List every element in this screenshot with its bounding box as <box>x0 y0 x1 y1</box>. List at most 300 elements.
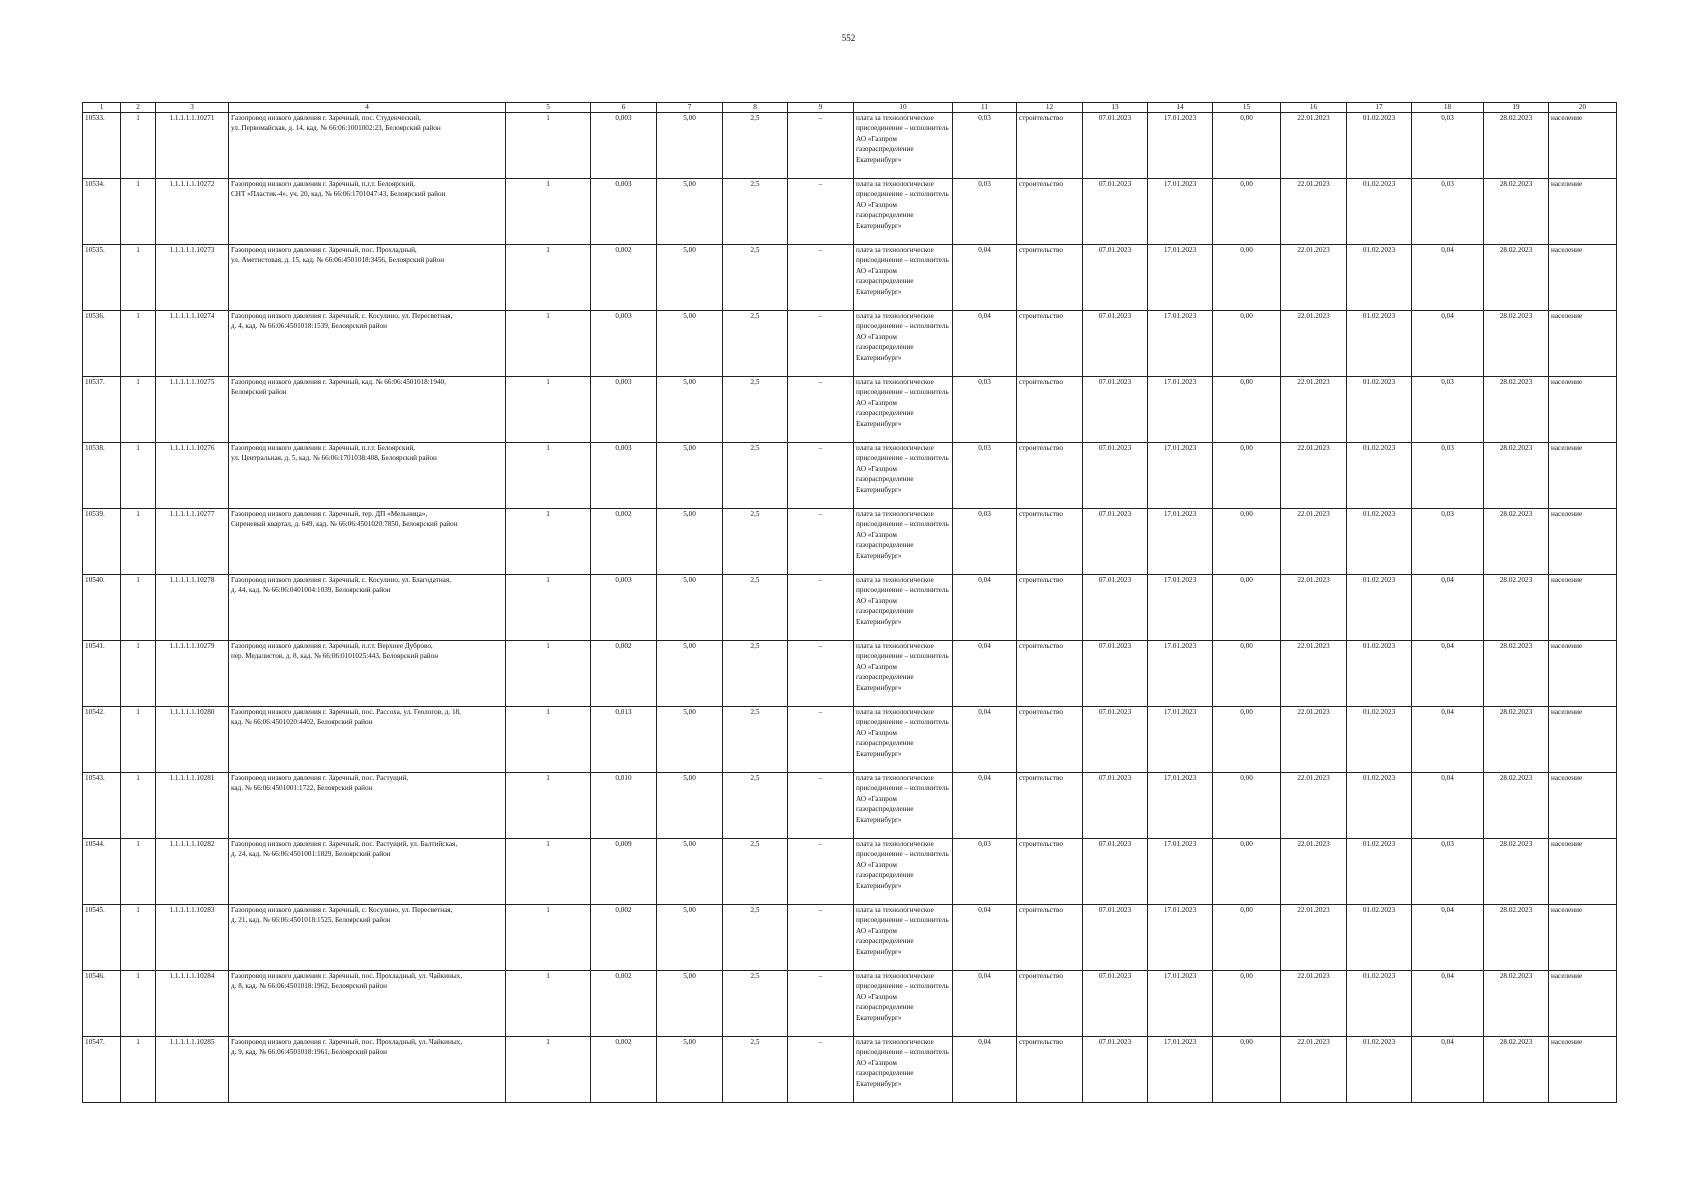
cell-col-8: 2,5 <box>723 179 788 245</box>
cell-col-8: 2,5 <box>723 509 788 575</box>
cell-date-17: 01.02.2023 <box>1347 839 1412 905</box>
cell-project-description: Газопровод низкого давления г. Заречный, п.г.т. Верхнее Дуброво, пер. Медалистов, д. 8, кад. № 66:06:0101025:443, Белоярский район <box>229 641 506 707</box>
cell-col-7: 5,00 <box>657 1037 723 1103</box>
cell-work-type: строительство <box>1017 575 1083 641</box>
cell-project-code: 1.1.1.1.1.10277 <box>156 509 229 575</box>
cell-project-code: 1.1.1.1.1.10278 <box>156 575 229 641</box>
cell-col-9: – <box>788 971 854 1037</box>
cell-work-type: строительство <box>1017 839 1083 905</box>
table-row <box>83 641 1617 707</box>
table-row <box>83 707 1617 773</box>
cell-col-2: 1 <box>121 773 156 839</box>
cell-col-15: 0,00 <box>1213 575 1281 641</box>
cell-project-code: 1.1.1.1.1.10280 <box>156 707 229 773</box>
cell-funding-source: плата за технологическое присоединение – исполнитель АО «Газпром газораспределение Екатеринбург» <box>854 113 953 179</box>
cell-date-16: 22.01.2023 <box>1281 905 1347 971</box>
cell-date-16: 22.01.2023 <box>1281 641 1347 707</box>
cell-col-15: 0,00 <box>1213 443 1281 509</box>
cell-funding-source: плата за технологическое присоединение – исполнитель АО «Газпром газораспределение Екатеринбург» <box>854 245 953 311</box>
cell-consumer-group: население <box>1549 773 1617 839</box>
cell-start-date: 07.01.2023 <box>1083 245 1148 311</box>
cell-col-6: 0,002 <box>591 245 657 311</box>
cell-col-5: 1 <box>506 707 591 773</box>
column-header: 12 <box>1017 103 1083 113</box>
cell-work-type: строительство <box>1017 179 1083 245</box>
cell-funding-source: плата за технологическое присоединение – исполнитель АО «Газпром газораспределение Екатеринбург» <box>854 377 953 443</box>
cell-funding-source: плата за технологическое присоединение – исполнитель АО «Газпром газораспределение Екатеринбург» <box>854 1037 953 1103</box>
cell-end-date: 17.01.2023 <box>1148 971 1213 1037</box>
cell-date-17: 01.02.2023 <box>1347 575 1412 641</box>
cell-work-type: строительство <box>1017 377 1083 443</box>
column-header: 3 <box>156 103 229 113</box>
cell-start-date: 07.01.2023 <box>1083 971 1148 1037</box>
cell-date-19: 28.02.2023 <box>1484 839 1549 905</box>
cell-col-5: 1 <box>506 641 591 707</box>
cell-col-11: 0,04 <box>953 905 1017 971</box>
cell-col-6: 0,003 <box>591 443 657 509</box>
cell-project-description: Газопровод низкого давления г. Заречный, пос. Растущий, ул. Балтийская, д. 24, кад. № 66:06:4501001:1829, Белоярский район <box>229 839 506 905</box>
cell-consumer-group: население <box>1549 509 1617 575</box>
table-row <box>83 773 1617 839</box>
cell-col-9: – <box>788 443 854 509</box>
column-header: 2 <box>121 103 156 113</box>
cell-col-9: – <box>788 1037 854 1103</box>
cell-col-15: 0,00 <box>1213 377 1281 443</box>
cell-col-18: 0,04 <box>1412 707 1484 773</box>
cell-col-11: 0,04 <box>953 245 1017 311</box>
cell-col-7: 5,00 <box>657 245 723 311</box>
cell-date-16: 22.01.2023 <box>1281 773 1347 839</box>
cell-col-5: 1 <box>506 245 591 311</box>
cell-col-15: 0,00 <box>1213 113 1281 179</box>
cell-col-8: 2,5 <box>723 773 788 839</box>
cell-work-type: строительство <box>1017 641 1083 707</box>
cell-col-11: 0,04 <box>953 773 1017 839</box>
cell-start-date: 07.01.2023 <box>1083 377 1148 443</box>
cell-col-15: 0,00 <box>1213 509 1281 575</box>
cell-col-11: 0,03 <box>953 839 1017 905</box>
cell-row-number: 10539. <box>83 509 121 575</box>
cell-col-15: 0,00 <box>1213 311 1281 377</box>
cell-date-19: 28.02.2023 <box>1484 311 1549 377</box>
cell-date-17: 01.02.2023 <box>1347 971 1412 1037</box>
cell-col-6: 0,003 <box>591 113 657 179</box>
cell-col-8: 2,5 <box>723 641 788 707</box>
cell-work-type: строительство <box>1017 707 1083 773</box>
cell-col-5: 1 <box>506 443 591 509</box>
cell-project-description: Газопровод низкого давления г. Заречный, пос. Прохладный, ул. Чайкиных, д. 8, кад. № 66:06:4501018:1962, Белоярский район <box>229 971 506 1037</box>
table-row <box>83 245 1617 311</box>
cell-start-date: 07.01.2023 <box>1083 311 1148 377</box>
cell-end-date: 17.01.2023 <box>1148 773 1213 839</box>
cell-project-code: 1.1.1.1.1.10284 <box>156 971 229 1037</box>
cell-date-19: 28.02.2023 <box>1484 641 1549 707</box>
cell-date-19: 28.02.2023 <box>1484 905 1549 971</box>
cell-col-9: – <box>788 179 854 245</box>
cell-end-date: 17.01.2023 <box>1148 113 1213 179</box>
cell-col-7: 5,00 <box>657 575 723 641</box>
table-row <box>83 971 1617 1037</box>
cell-consumer-group: население <box>1549 971 1617 1037</box>
cell-consumer-group: население <box>1549 443 1617 509</box>
cell-col-7: 5,00 <box>657 113 723 179</box>
cell-date-19: 28.02.2023 <box>1484 971 1549 1037</box>
cell-col-7: 5,00 <box>657 971 723 1037</box>
cell-col-2: 1 <box>121 377 156 443</box>
cell-date-16: 22.01.2023 <box>1281 839 1347 905</box>
cell-end-date: 17.01.2023 <box>1148 1037 1213 1103</box>
cell-funding-source: плата за технологическое присоединение – исполнитель АО «Газпром газораспределение Екатеринбург» <box>854 971 953 1037</box>
cell-date-19: 28.02.2023 <box>1484 575 1549 641</box>
cell-start-date: 07.01.2023 <box>1083 575 1148 641</box>
cell-col-6: 0,002 <box>591 971 657 1037</box>
cell-col-2: 1 <box>121 905 156 971</box>
cell-col-9: – <box>788 641 854 707</box>
cell-col-2: 1 <box>121 575 156 641</box>
cell-end-date: 17.01.2023 <box>1148 509 1213 575</box>
cell-col-18: 0,04 <box>1412 641 1484 707</box>
cell-col-15: 0,00 <box>1213 707 1281 773</box>
cell-col-6: 0,002 <box>591 641 657 707</box>
cell-col-7: 5,00 <box>657 443 723 509</box>
cell-col-11: 0,04 <box>953 707 1017 773</box>
column-header: 14 <box>1148 103 1213 113</box>
cell-consumer-group: население <box>1549 839 1617 905</box>
cell-consumer-group: население <box>1549 905 1617 971</box>
cell-date-16: 22.01.2023 <box>1281 245 1347 311</box>
cell-end-date: 17.01.2023 <box>1148 641 1213 707</box>
cell-project-description: Газопровод низкого давления г. Заречный, п.г.т. Белоярский, СНТ «Пластик-4», уч. 20, кад. № 66:06:1701047:43, Белоярский район <box>229 179 506 245</box>
cell-funding-source: плата за технологическое присоединение – исполнитель АО «Газпром газораспределение Екатеринбург» <box>854 707 953 773</box>
column-header: 1 <box>83 103 121 113</box>
cell-date-16: 22.01.2023 <box>1281 443 1347 509</box>
cell-col-7: 5,00 <box>657 509 723 575</box>
cell-col-2: 1 <box>121 179 156 245</box>
cell-col-6: 0,003 <box>591 575 657 641</box>
cell-row-number: 10547. <box>83 1037 121 1103</box>
cell-work-type: строительство <box>1017 245 1083 311</box>
table-row <box>83 839 1617 905</box>
cell-project-code: 1.1.1.1.1.10272 <box>156 179 229 245</box>
cell-col-8: 2,5 <box>723 575 788 641</box>
cell-project-description: Газопровод низкого давления г. Заречный, с. Косулино, ул. Пересветная, д. 21, кад. № 66:06:4501018:1525, Белоярский район <box>229 905 506 971</box>
table-row <box>83 113 1617 179</box>
cell-row-number: 10546. <box>83 971 121 1037</box>
cell-col-2: 1 <box>121 1037 156 1103</box>
cell-project-description: Газопровод низкого давления г. Заречный, пос. Растущий, кад. № 66:06:4501001:1722, Белоярский район <box>229 773 506 839</box>
table-row <box>83 1037 1617 1103</box>
cell-project-description: Газопровод низкого давления г. Заречный, с. Косулино, ул. Пересветная, д. 4, кад. № 66:06:4501018:1539, Белоярский район <box>229 311 506 377</box>
cell-funding-source: плата за технологическое присоединение – исполнитель АО «Газпром газораспределение Екатеринбург» <box>854 179 953 245</box>
table-body <box>83 113 1617 1103</box>
cell-project-code: 1.1.1.1.1.10279 <box>156 641 229 707</box>
cell-project-description: Газопровод низкого давления г. Заречный, пос. Студенческий, ул. Первомайская, д. 14, кад. № 66:06:1001002:23, Белоярский район <box>229 113 506 179</box>
cell-col-8: 2,5 <box>723 311 788 377</box>
cell-col-9: – <box>788 311 854 377</box>
cell-row-number: 10544. <box>83 839 121 905</box>
cell-col-11: 0,03 <box>953 443 1017 509</box>
cell-start-date: 07.01.2023 <box>1083 179 1148 245</box>
cell-funding-source: плата за технологическое присоединение – исполнитель АО «Газпром газораспределение Екатеринбург» <box>854 641 953 707</box>
cell-date-16: 22.01.2023 <box>1281 377 1347 443</box>
cell-date-17: 01.02.2023 <box>1347 1037 1412 1103</box>
cell-date-17: 01.02.2023 <box>1347 509 1412 575</box>
cell-end-date: 17.01.2023 <box>1148 839 1213 905</box>
cell-col-11: 0,04 <box>953 311 1017 377</box>
cell-date-19: 28.02.2023 <box>1484 707 1549 773</box>
cell-col-8: 2,5 <box>723 443 788 509</box>
cell-col-6: 0,003 <box>591 311 657 377</box>
cell-consumer-group: население <box>1549 179 1617 245</box>
investment-program-table <box>82 102 1617 1103</box>
cell-col-2: 1 <box>121 707 156 773</box>
column-header: 4 <box>229 103 506 113</box>
cell-col-2: 1 <box>121 509 156 575</box>
cell-col-7: 5,00 <box>657 641 723 707</box>
cell-date-19: 28.02.2023 <box>1484 377 1549 443</box>
cell-col-2: 1 <box>121 113 156 179</box>
cell-row-number: 10541. <box>83 641 121 707</box>
cell-consumer-group: население <box>1549 113 1617 179</box>
cell-col-7: 5,00 <box>657 905 723 971</box>
cell-start-date: 07.01.2023 <box>1083 839 1148 905</box>
column-header: 17 <box>1347 103 1412 113</box>
cell-col-5: 1 <box>506 1037 591 1103</box>
cell-col-9: – <box>788 575 854 641</box>
cell-col-15: 0,00 <box>1213 641 1281 707</box>
cell-col-6: 0,003 <box>591 377 657 443</box>
cell-date-16: 22.01.2023 <box>1281 509 1347 575</box>
cell-col-7: 5,00 <box>657 179 723 245</box>
cell-col-15: 0,00 <box>1213 905 1281 971</box>
cell-col-2: 1 <box>121 443 156 509</box>
cell-col-9: – <box>788 113 854 179</box>
cell-work-type: строительство <box>1017 773 1083 839</box>
cell-funding-source: плата за технологическое присоединение – исполнитель АО «Газпром газораспределение Екатеринбург» <box>854 839 953 905</box>
cell-end-date: 17.01.2023 <box>1148 377 1213 443</box>
cell-row-number: 10538. <box>83 443 121 509</box>
cell-project-code: 1.1.1.1.1.10275 <box>156 377 229 443</box>
cell-work-type: строительство <box>1017 509 1083 575</box>
cell-end-date: 17.01.2023 <box>1148 575 1213 641</box>
cell-end-date: 17.01.2023 <box>1148 311 1213 377</box>
column-header: 13 <box>1083 103 1148 113</box>
column-header: 5 <box>506 103 591 113</box>
cell-col-2: 1 <box>121 311 156 377</box>
cell-date-16: 22.01.2023 <box>1281 971 1347 1037</box>
cell-date-16: 22.01.2023 <box>1281 311 1347 377</box>
cell-col-6: 0,010 <box>591 773 657 839</box>
cell-col-6: 0,002 <box>591 1037 657 1103</box>
cell-date-19: 28.02.2023 <box>1484 245 1549 311</box>
cell-date-17: 01.02.2023 <box>1347 707 1412 773</box>
table-row <box>83 575 1617 641</box>
cell-col-9: – <box>788 509 854 575</box>
cell-col-15: 0,00 <box>1213 245 1281 311</box>
cell-consumer-group: население <box>1549 641 1617 707</box>
cell-col-18: 0,04 <box>1412 971 1484 1037</box>
cell-col-15: 0,00 <box>1213 179 1281 245</box>
cell-col-5: 1 <box>506 311 591 377</box>
cell-col-18: 0,04 <box>1412 1037 1484 1103</box>
cell-col-11: 0,03 <box>953 113 1017 179</box>
cell-col-6: 0,003 <box>591 179 657 245</box>
cell-project-code: 1.1.1.1.1.10285 <box>156 1037 229 1103</box>
cell-col-5: 1 <box>506 575 591 641</box>
cell-funding-source: плата за технологическое присоединение – исполнитель АО «Газпром газораспределение Екатеринбург» <box>854 773 953 839</box>
column-header: 8 <box>723 103 788 113</box>
column-number-row <box>83 103 1617 113</box>
cell-project-code: 1.1.1.1.1.10282 <box>156 839 229 905</box>
cell-col-6: 0,013 <box>591 707 657 773</box>
table-row <box>83 443 1617 509</box>
cell-col-5: 1 <box>506 905 591 971</box>
cell-col-2: 1 <box>121 245 156 311</box>
cell-col-8: 2,5 <box>723 971 788 1037</box>
cell-start-date: 07.01.2023 <box>1083 1037 1148 1103</box>
cell-col-11: 0,03 <box>953 377 1017 443</box>
cell-start-date: 07.01.2023 <box>1083 509 1148 575</box>
cell-col-11: 0,03 <box>953 509 1017 575</box>
cell-date-19: 28.02.2023 <box>1484 443 1549 509</box>
cell-date-19: 28.02.2023 <box>1484 1037 1549 1103</box>
cell-col-18: 0,04 <box>1412 575 1484 641</box>
cell-project-code: 1.1.1.1.1.10273 <box>156 245 229 311</box>
cell-project-code: 1.1.1.1.1.10271 <box>156 113 229 179</box>
cell-start-date: 07.01.2023 <box>1083 773 1148 839</box>
cell-col-8: 2,5 <box>723 905 788 971</box>
cell-col-18: 0,03 <box>1412 377 1484 443</box>
cell-col-11: 0,03 <box>953 179 1017 245</box>
cell-col-18: 0,04 <box>1412 311 1484 377</box>
cell-project-description: Газопровод низкого давления г. Заречный, кад. № 66:06:4501018:1940, Белоярский район <box>229 377 506 443</box>
cell-consumer-group: население <box>1549 707 1617 773</box>
cell-date-17: 01.02.2023 <box>1347 311 1412 377</box>
cell-col-8: 2,5 <box>723 707 788 773</box>
cell-col-5: 1 <box>506 113 591 179</box>
cell-col-5: 1 <box>506 773 591 839</box>
cell-col-8: 2,5 <box>723 839 788 905</box>
cell-start-date: 07.01.2023 <box>1083 443 1148 509</box>
cell-work-type: строительство <box>1017 311 1083 377</box>
cell-col-5: 1 <box>506 971 591 1037</box>
cell-project-description: Газопровод низкого давления г. Заречный, с. Косулино, ул. Благодатная, д. 44, кад. № 66:06:0401004:1039, Белоярский район <box>229 575 506 641</box>
cell-date-16: 22.01.2023 <box>1281 707 1347 773</box>
cell-date-17: 01.02.2023 <box>1347 377 1412 443</box>
column-header: 11 <box>953 103 1017 113</box>
cell-col-7: 5,00 <box>657 311 723 377</box>
cell-row-number: 10542. <box>83 707 121 773</box>
cell-work-type: строительство <box>1017 905 1083 971</box>
cell-project-description: Газопровод низкого давления г. Заречный, пос. Рассоха, ул. Геологов, д. 18, кад. № 66:06:4501020:4402, Белоярский район <box>229 707 506 773</box>
cell-col-15: 0,00 <box>1213 1037 1281 1103</box>
cell-col-18: 0,03 <box>1412 179 1484 245</box>
cell-date-19: 28.02.2023 <box>1484 179 1549 245</box>
cell-funding-source: плата за технологическое присоединение – исполнитель АО «Газпром газораспределение Екатеринбург» <box>854 443 953 509</box>
cell-consumer-group: население <box>1549 1037 1617 1103</box>
cell-start-date: 07.01.2023 <box>1083 707 1148 773</box>
cell-project-description: Газопровод низкого давления г. Заречный, пос. Прохладный, ул. Аметистовая, д. 15, кад. № 66:06:4501018:3456, Белоярский район <box>229 245 506 311</box>
cell-date-17: 01.02.2023 <box>1347 641 1412 707</box>
cell-date-16: 22.01.2023 <box>1281 113 1347 179</box>
cell-project-description: Газопровод низкого давления г. Заречный, тер. ДП «Мельница», Сиреневый квартал, д. 649, кад. № 66:06:4501020:7850, Белоярский район <box>229 509 506 575</box>
column-header: 20 <box>1549 103 1617 113</box>
cell-date-19: 28.02.2023 <box>1484 113 1549 179</box>
cell-date-17: 01.02.2023 <box>1347 245 1412 311</box>
cell-consumer-group: население <box>1549 377 1617 443</box>
cell-funding-source: плата за технологическое присоединение – исполнитель АО «Газпром газораспределение Екатеринбург» <box>854 311 953 377</box>
column-header: 19 <box>1484 103 1549 113</box>
cell-consumer-group: население <box>1549 311 1617 377</box>
cell-end-date: 17.01.2023 <box>1148 245 1213 311</box>
cell-row-number: 10545. <box>83 905 121 971</box>
cell-start-date: 07.01.2023 <box>1083 113 1148 179</box>
cell-consumer-group: население <box>1549 245 1617 311</box>
cell-date-19: 28.02.2023 <box>1484 773 1549 839</box>
cell-end-date: 17.01.2023 <box>1148 707 1213 773</box>
cell-col-9: – <box>788 905 854 971</box>
table-row <box>83 311 1617 377</box>
cell-col-6: 0,002 <box>591 509 657 575</box>
cell-col-15: 0,00 <box>1213 971 1281 1037</box>
table-row <box>83 377 1617 443</box>
cell-funding-source: плата за технологическое присоединение – исполнитель АО «Газпром газораспределение Екатеринбург» <box>854 575 953 641</box>
cell-project-description: Газопровод низкого давления г. Заречный, пос. Прохладный, ул. Чайкиных, д. 9, кад. № 66:06:4501018:1961, Белоярский район <box>229 1037 506 1103</box>
cell-col-11: 0,04 <box>953 641 1017 707</box>
cell-col-11: 0,04 <box>953 971 1017 1037</box>
cell-col-18: 0,04 <box>1412 905 1484 971</box>
table-row <box>83 509 1617 575</box>
cell-col-9: – <box>788 245 854 311</box>
cell-col-2: 1 <box>121 839 156 905</box>
cell-col-11: 0,04 <box>953 575 1017 641</box>
cell-row-number: 10535. <box>83 245 121 311</box>
cell-col-11: 0,04 <box>953 1037 1017 1103</box>
cell-date-17: 01.02.2023 <box>1347 773 1412 839</box>
cell-row-number: 10533. <box>83 113 121 179</box>
cell-col-9: – <box>788 773 854 839</box>
cell-end-date: 17.01.2023 <box>1148 443 1213 509</box>
column-header: 9 <box>788 103 854 113</box>
cell-funding-source: плата за технологическое присоединение – исполнитель АО «Газпром газораспределение Екатеринбург» <box>854 509 953 575</box>
table-row <box>83 905 1617 971</box>
cell-col-15: 0,00 <box>1213 773 1281 839</box>
cell-date-17: 01.02.2023 <box>1347 905 1412 971</box>
cell-col-6: 0,002 <box>591 905 657 971</box>
cell-col-18: 0,03 <box>1412 443 1484 509</box>
cell-col-7: 5,00 <box>657 773 723 839</box>
cell-col-9: – <box>788 839 854 905</box>
cell-row-number: 10536. <box>83 311 121 377</box>
cell-date-19: 28.02.2023 <box>1484 509 1549 575</box>
cell-date-16: 22.01.2023 <box>1281 179 1347 245</box>
cell-project-code: 1.1.1.1.1.10276 <box>156 443 229 509</box>
cell-project-description: Газопровод низкого давления г. Заречный, п.г.т. Белоярский, ул. Центральная, д. 5, кад. № 66:06:1701038:408, Белоярский район <box>229 443 506 509</box>
cell-row-number: 10543. <box>83 773 121 839</box>
column-header: 6 <box>591 103 657 113</box>
cell-col-8: 2,5 <box>723 377 788 443</box>
cell-col-6: 0,009 <box>591 839 657 905</box>
cell-col-8: 2,5 <box>723 113 788 179</box>
cell-col-5: 1 <box>506 839 591 905</box>
cell-date-17: 01.02.2023 <box>1347 443 1412 509</box>
cell-row-number: 10540. <box>83 575 121 641</box>
cell-col-8: 2,5 <box>723 245 788 311</box>
cell-date-17: 01.02.2023 <box>1347 179 1412 245</box>
column-header: 10 <box>854 103 953 113</box>
cell-col-18: 0,03 <box>1412 113 1484 179</box>
cell-work-type: строительство <box>1017 1037 1083 1103</box>
